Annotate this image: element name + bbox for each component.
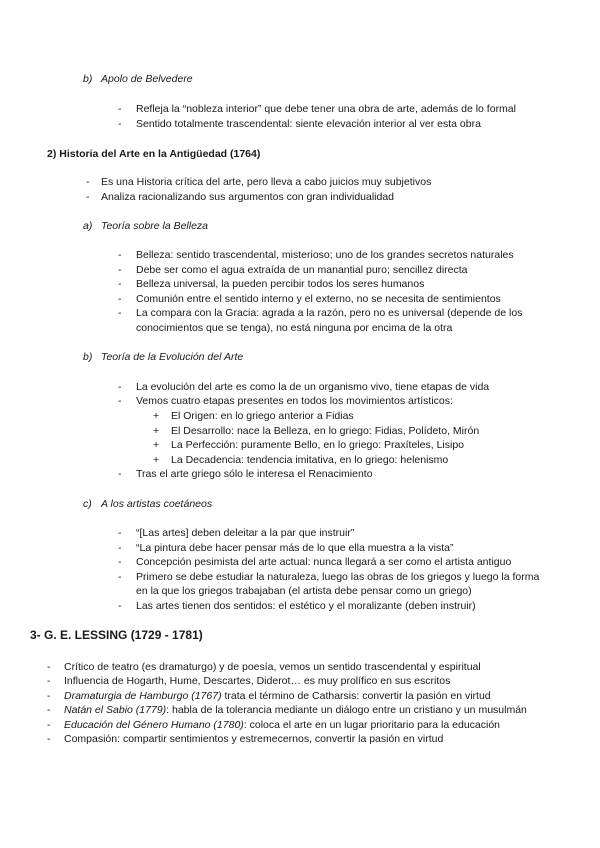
sub-list-item: El Origen: en lo griego anterior a Fidias xyxy=(171,410,354,422)
subsection-label: b) xyxy=(83,73,93,85)
work-title: Natán el Sabio (1779) xyxy=(64,704,167,716)
subsection-title: Teoría sobre la Belleza xyxy=(101,220,209,232)
dash-bullet: - xyxy=(118,395,122,407)
sub-list-item: La Decadencia: tendencia imitativa, en lo griego: helenismo xyxy=(171,454,449,466)
dash-bullet: - xyxy=(118,264,122,276)
subsection-title: Apolo de Belvedere xyxy=(101,73,193,85)
sub-list-item: La Perfección: puramente Bello, en lo griego: Praxíteles, Lisipo xyxy=(171,439,465,451)
dash-bullet: - xyxy=(86,176,90,188)
sub-list-item: El Desarrollo: nace la Belleza, en lo griego: Fidias, Polídeto, Mirón xyxy=(171,425,480,437)
work-title: Dramaturgia de Hamburgo (1767) xyxy=(64,690,222,702)
item-text: : habla de la tolerancia mediante un diálogo entre un cristiano y un musulmán xyxy=(166,704,527,716)
dash-bullet: - xyxy=(47,719,51,731)
section-heading: 3- G. E. LESSING (1729 - 1781) xyxy=(30,628,203,642)
list-item: Es una Historia crítica del arte, pero lleva a cabo juicios muy subjetivos xyxy=(101,176,432,188)
dash-bullet: - xyxy=(118,307,122,319)
item-text: Influencia de Hogarth, Hume, Descartes, Diderot… es muy prolífico en sus escritos xyxy=(64,675,451,687)
list-item xyxy=(64,718,500,732)
list-item: “[Las artes] deben deleitar a la par que instruir” xyxy=(136,527,355,539)
list-item: Las artes tienen dos sentidos: el estético y el moralizante (deben instruir) xyxy=(136,600,476,612)
list-item: Belleza universal, la pueden percibir todos los seres humanos xyxy=(136,278,425,290)
subsection-title: Teoría de la Evolución del Arte xyxy=(101,351,244,363)
item-text: trata el término de Catharsis: convertir la pasión en virtud xyxy=(221,690,491,702)
list-item: Concepción pesimista del arte actual: nunca llegará a ser como el artista antiguo xyxy=(136,556,512,568)
item-text: Crítico de teatro (es dramaturgo) y de poesía, vemos un sentido trascendental y espiritual xyxy=(64,661,481,673)
list-item: La evolución del arte es como la de un organismo vivo, tiene etapas de vida xyxy=(136,381,490,393)
list-item xyxy=(64,732,443,746)
list-item: La compara con la Gracia: agrada a la razón, pero no es universal (depende de los xyxy=(136,307,523,319)
section-heading: 2) Historia del Arte en la Antigüedad (1764) xyxy=(47,148,261,160)
list-item: Sentido totalmente trascendental: siente elevación interior al ver esta obra xyxy=(136,118,481,130)
dash-bullet: - xyxy=(118,103,122,115)
item-text: Compasión: compartir sentimientos y estremecernos, convertir la pasión en virtud xyxy=(64,733,444,745)
dash-bullet: - xyxy=(47,733,51,745)
dash-bullet: - xyxy=(86,191,90,203)
list-item: Debe ser como el agua extraída de un manantial puro; sencillez directa xyxy=(136,264,468,276)
dash-bullet: - xyxy=(118,556,122,568)
list-item: Primero se debe estudiar la naturaleza, luego las obras de los griegos y luego la forma xyxy=(136,571,540,583)
list-item: Tras el arte griego sólo le interesa el Renacimiento xyxy=(136,468,373,480)
list-item: Comunión entre el sentido interno y el externo, no se necesita de sentimientos xyxy=(136,293,501,305)
plus-bullet: + xyxy=(153,454,160,466)
list-item xyxy=(64,689,491,703)
subsection-label: c) xyxy=(83,498,92,510)
dash-bullet: - xyxy=(118,527,122,539)
dash-bullet: - xyxy=(118,542,122,554)
subsection-label: b) xyxy=(83,351,93,363)
dash-bullet: - xyxy=(118,600,122,612)
list-item: “La pintura debe hacer pensar más de lo que ella muestra a la vista” xyxy=(136,542,454,554)
list-item: Analiza racionalizando sus argumentos con gran individualidad xyxy=(101,191,395,203)
dash-bullet: - xyxy=(118,571,122,583)
list-item: Refleja la “nobleza interior” que debe tener una obra de arte, además de lo formal xyxy=(136,103,516,115)
list-item-continuation: conocimientos que se tenga), no está ninguna por encima de la otra xyxy=(136,322,453,334)
dash-bullet: - xyxy=(118,381,122,393)
work-title: Educación del Género Humano (1780) xyxy=(64,719,244,731)
dash-bullet: - xyxy=(118,249,122,261)
list-item xyxy=(64,703,527,717)
list-item xyxy=(64,674,450,688)
dash-bullet: - xyxy=(47,704,51,716)
dash-bullet: - xyxy=(118,293,122,305)
plus-bullet: + xyxy=(153,439,160,451)
list-item-continuation: en la que los griegos trabajaban (el artista debe pensar como un griego) xyxy=(136,585,472,597)
list-item: Vemos cuatro etapas presentes en todos los movimientos artísticos: xyxy=(136,395,453,407)
plus-bullet: + xyxy=(153,410,160,422)
item-text: : coloca el arte en un lugar prioritario para la educación xyxy=(243,719,501,731)
dash-bullet: - xyxy=(47,690,51,702)
list-item: Belleza: sentido trascendental, misterioso; uno de los grandes secretos naturales xyxy=(136,249,514,261)
dash-bullet: - xyxy=(47,661,51,673)
subsection-label: a) xyxy=(83,220,93,232)
dash-bullet: - xyxy=(118,278,122,290)
plus-bullet: + xyxy=(153,425,160,437)
dash-bullet: - xyxy=(47,675,51,687)
subsection-title: A los artistas coetáneos xyxy=(101,498,213,510)
dash-bullet: - xyxy=(118,468,122,480)
list-item xyxy=(64,660,481,674)
dash-bullet: - xyxy=(118,118,122,130)
